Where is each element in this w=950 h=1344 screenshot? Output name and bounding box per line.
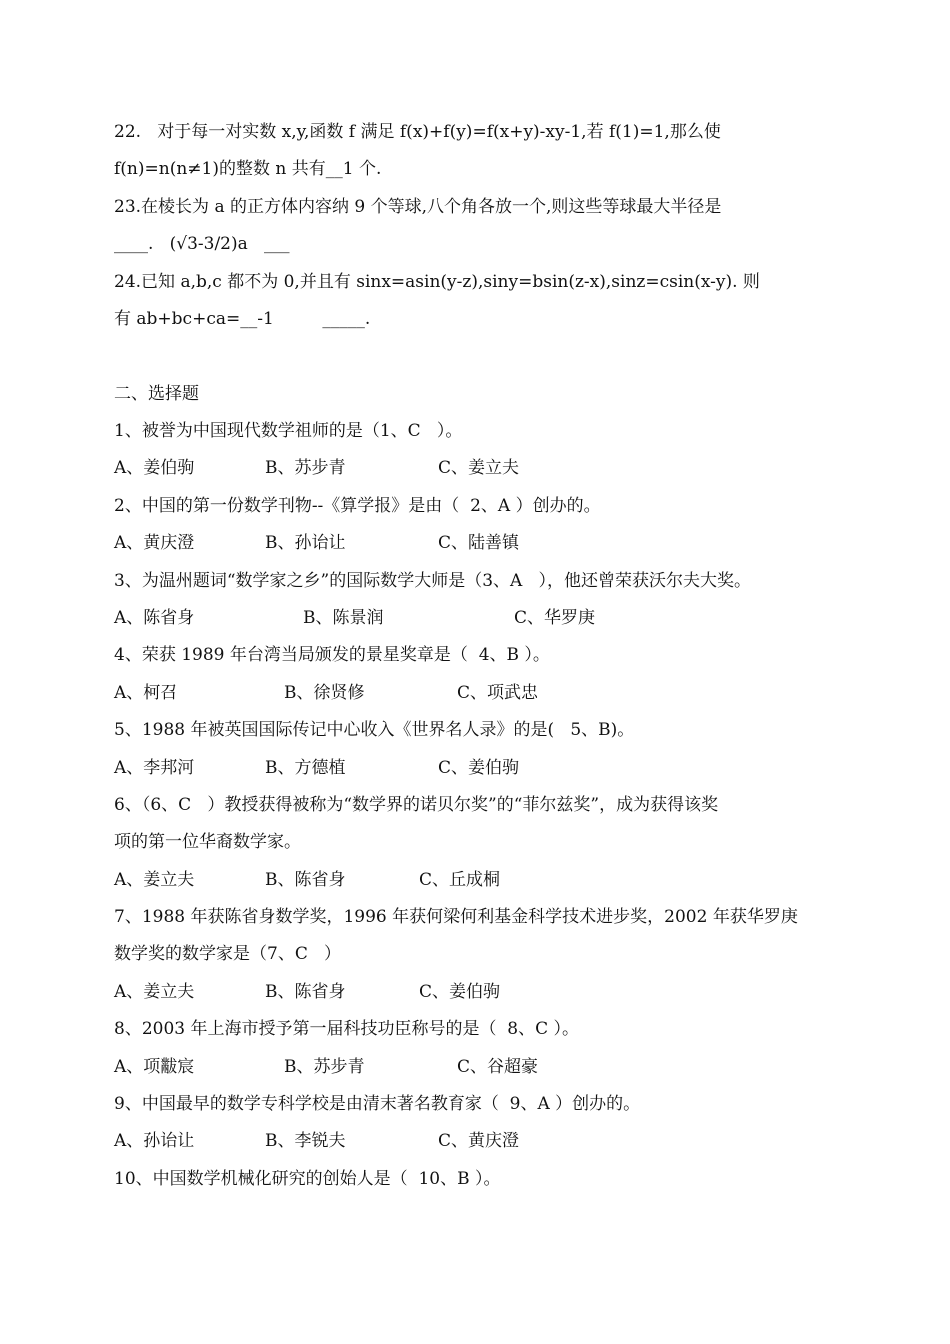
question-10: 10、中国数学机械化研究的创始人是（ 10、B ）。 <box>114 1169 501 1189</box>
question-7-option-b: B、陈省身 <box>265 982 346 1002</box>
question-7-option-a: A、姜立夫 <box>114 982 195 1002</box>
question-9-option-a: A、孙诒让 <box>114 1131 195 1151</box>
question-6-option-b: B、陈省身 <box>265 870 346 890</box>
question-3-option-c: C、华罗庚 <box>514 608 596 628</box>
question-9-option-b: B、李锐夫 <box>265 1131 346 1151</box>
question-4-option-b: B、徐贤修 <box>284 683 365 703</box>
question-6-line-1: 6、（6、C ）教授获得被称为“数学界的诺贝尔奖”的“菲尔兹奖”，成为获得该奖 <box>114 795 719 815</box>
question-8-option-a: A、项黻宸 <box>114 1057 195 1077</box>
question-5-option-b: B、方德植 <box>265 758 346 778</box>
question-7-line-2: 数学奖的数学家是（7、C ） <box>114 944 342 964</box>
problem-24-line-1: 24.已知 a,b,c 都不为 0,并且有 sinx=asin(y-z),siny=bsin(z-x),sinz=csin(x-y). 则 <box>114 272 760 292</box>
question-3-option-a: A、陈省身 <box>114 608 195 628</box>
section-title: 二、选择题 <box>114 384 199 404</box>
question-3-option-b: B、陈景润 <box>303 608 384 628</box>
question-5: 5、1988 年被英国国际传记中心收入《世界名人录》的是( 5、B)。 <box>114 720 635 740</box>
question-3: 3、为温州题词“数学家之乡”的国际数学大师是（3、A ），他还曾荣获沃尔夫大奖。 <box>114 571 752 591</box>
question-1: 1、被誉为中国现代数学祖师的是（1、C ）。 <box>114 421 463 441</box>
question-6-line-2: 项的第一位华裔数学家。 <box>114 832 301 852</box>
question-1-option-c: C、姜立夫 <box>438 458 520 478</box>
question-4-option-c: C、项武忠 <box>457 683 539 703</box>
question-5-option-c: C、姜伯驹 <box>438 758 520 778</box>
question-8-option-b: B、苏步青 <box>284 1057 365 1077</box>
question-9-option-c: C、黄庆澄 <box>438 1131 520 1151</box>
question-2: 2、中国的第一份数学刊物--《算学报》是由（ 2、A ）创办的。 <box>114 496 601 516</box>
question-7-line-1: 7、1988 年获陈省身数学奖，1996 年获何梁何利基金科学技术进步奖，2002 年获华罗庚 <box>114 907 798 927</box>
question-2-option-b: B、孙诒让 <box>265 533 346 553</box>
question-5-option-a: A、李邦河 <box>114 758 195 778</box>
question-2-option-c: C、陆善镇 <box>438 533 520 553</box>
question-7-option-c: C、姜伯驹 <box>419 982 501 1002</box>
question-4: 4、荣获 1989 年台湾当局颁发的景星奖章是（ 4、B ）。 <box>114 645 550 665</box>
problem-22-line-1: 22. 对于每一对实数 x,y,函数 f 满足 f(x)+f(y)=f(x+y)-xy-1,若 f(1)=1,那么使 <box>114 122 721 142</box>
question-1-option-a: A、姜伯驹 <box>114 458 195 478</box>
question-9: 9、中国最早的数学专科学校是由清末著名教育家（ 9、A ）创办的。 <box>114 1094 641 1114</box>
problem-24-line-2: 有 ab+bc+ca=__-1 _____. <box>114 309 371 329</box>
question-8-option-c: C、谷超豪 <box>457 1057 539 1077</box>
question-1-option-b: B、苏步青 <box>265 458 346 478</box>
question-2-option-a: A、黄庆澄 <box>114 533 195 553</box>
question-6-option-a: A、姜立夫 <box>114 870 195 890</box>
question-6-option-c: C、丘成桐 <box>419 870 501 890</box>
question-8: 8、2003 年上海市授予第一届科技功臣称号的是（ 8、C ）。 <box>114 1019 580 1039</box>
question-4-option-a: A、柯召 <box>114 683 178 703</box>
problem-23-line-2: ____. (√3-3/2)a ___ <box>114 234 290 254</box>
problem-23-line-1: 23.在棱长为 a 的正方体内容纳 9 个等球,八个角各放一个,则这些等球最大半径是 <box>114 197 722 217</box>
problem-22-line-2: f(n)=n(n≠1)的整数 n 共有__1 个. <box>114 159 382 179</box>
